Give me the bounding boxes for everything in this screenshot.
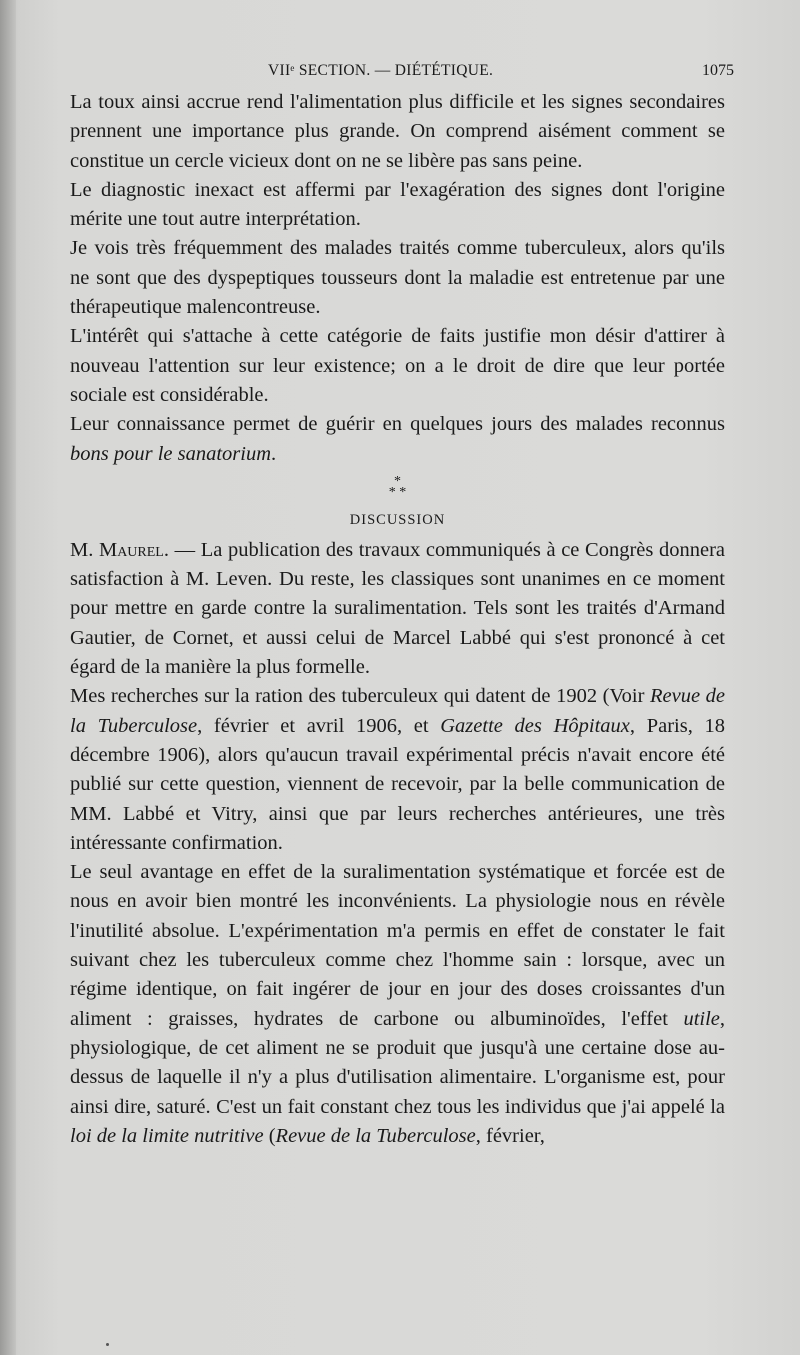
paragraph-1-text: La toux ainsi accrue rend l'alimentation plus difficile et les signes secondaires prennent une importance plus grande. On comprend aisément comment se constitue un cercle vicieux dont on ne se libère pas sans peine. (70, 91, 725, 172)
paragraph-8-text-g: , février, (475, 1124, 545, 1147)
paragraph-6-text: — La publication des travaux communiqués à ce Congrès donnera satisfaction à M. Leven. Du reste, les classiques sont unanimes en ce moment pour mettre en garde contre la suralimentation. Tels sont les traités d'Armand Gautier, de Cornet, et aussi celui de Marcel Labbé qui s'est prononcé à cet égard de la manière la plus formelle. (70, 538, 726, 679)
paragraph-5-text-c: . (271, 442, 277, 465)
paragraph-8-italic-loi: loi de la limite nutritive (70, 1124, 264, 1147)
paragraph-8-text-c: , physiologique, de cet aliment ne se produit que jusqu'à une certaine dose au-dessus de laquelle il n'y a plus d'utilisation alimentaire. L'organisme est, pour ainsi dire, saturé. C'est un fait constant chez tous les individus que j'ai appelé la (70, 1007, 725, 1118)
paragraph-5-italic: bons pour le sanatorium (70, 442, 272, 465)
body-text (70, 88, 725, 1151)
asterism (70, 473, 725, 502)
paragraph-8-italic-utile: utile (683, 1007, 720, 1030)
asterism-top: * (394, 473, 401, 489)
paragraph-3 (70, 234, 725, 322)
asterism-bottom: * * (388, 484, 407, 500)
speaker-name: M. Maurel. (70, 538, 169, 561)
page-header (60, 62, 740, 86)
paragraph-8-text-e: ( (263, 1124, 276, 1147)
paragraph-2-text: Le diagnostic inexact est affermi par l'exagération des signes dont l'origine mérite une tout autre interprétation. (70, 178, 725, 231)
paragraph-4 (70, 322, 725, 410)
paragraph-4-text: L'intérêt qui s'attache à cette catégorie de faits justifie mon désir d'attirer à nouveau l'attention sur leur existence; on a le droit de dire que leur portée sociale est considérable. (70, 325, 725, 406)
paragraph-5-text-a: Leur connaissance permet de guérir en quelques jours des malades reconnus (70, 413, 725, 436)
discussion-heading: DISCUSSION (349, 511, 446, 528)
paragraph-8 (70, 858, 725, 1151)
page-gutter-shadow (0, 0, 16, 1355)
paragraph-2 (70, 176, 725, 235)
paragraph-8-italic-revue: Revue de la Tuberculose (275, 1124, 476, 1147)
print-speck (106, 1343, 109, 1346)
paragraph-7-text-a: Mes recherches sur la ration des tuberculeux qui datent de 1902 (Voir (70, 685, 650, 708)
paragraph-3-text: Je vois très fréquemment des malades traités comme tuberculeux, alors qu'ils ne sont que des dyspeptiques tousseurs dont la maladie est entretenue par une thérapeutique malencontreuse. (70, 237, 725, 319)
paragraph-7-text-e: , Paris, 18 décembre 1906), alors qu'aucun travail expérimental précis n'avait encore été publié sur cette question, viennent de recevoir, par la belle communication de MM. Labbé et Vitry, ainsi que par leurs recherches antérieures, une très intéressante confirmation. (70, 714, 725, 854)
paragraph-7-text-c: , février et avril 1906, et (197, 714, 441, 737)
paragraph-8-text-a: Le seul avantage en effet de la suralimentation systématique et forcée est de nous en avoir bien montré les inconvénients. La physiologie nous en révèle l'inutilité absolue. L'expérimentation m'a permis en effet de constater le fait suivant chez les tuberculeux comme chez l'homme sain : lorsque, avec un régime identique, on fait ingérer de jour en jour des doses croissantes d'un aliment : graisses, hydrates de carbone ou albuminoïdes, l'effet (70, 861, 725, 1030)
page-number: 1075 (702, 62, 734, 79)
paragraph-7 (70, 682, 725, 858)
running-head: VIIᵉ SECTION. — DIÉTÉTIQUE. (268, 62, 494, 79)
journal-title-revue: Revue de la Tuberculose (70, 685, 725, 737)
paragraph-6 (70, 536, 725, 682)
journal-title-gazette: Gazette des Hôpitaux (440, 714, 630, 737)
paragraph-1 (70, 88, 725, 176)
paragraph-5 (70, 410, 725, 469)
